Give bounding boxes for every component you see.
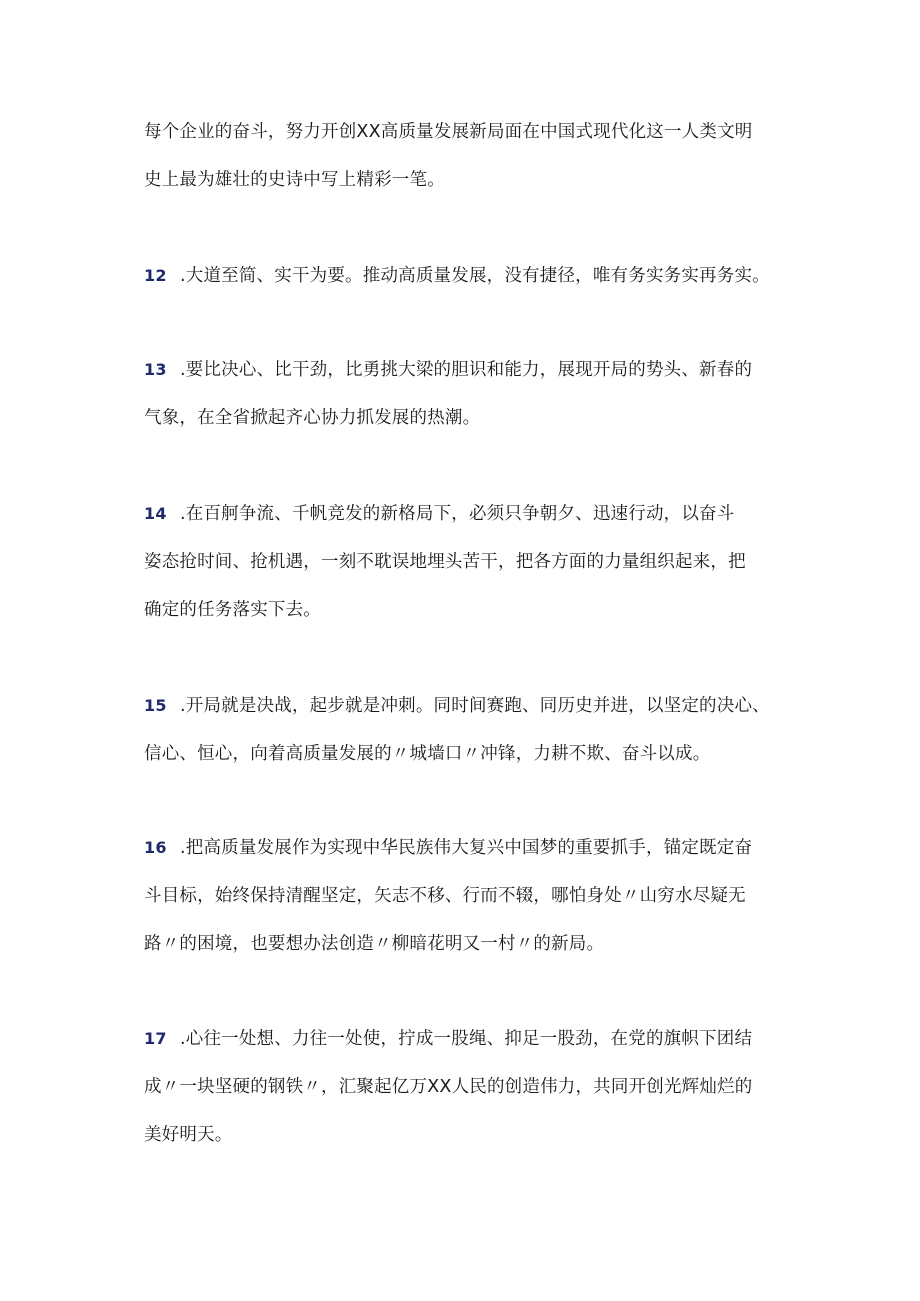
intro-paragraph [144,108,784,204]
paragraph-line [144,346,784,394]
paragraph-line: 成〃一块坚硬的钢铁〃，汇聚起亿万XX人民的创造伟力，共同开创光辉灿烂的 [144,1077,753,1097]
paragraph-text: .开局就是决战，起步就是冲刺。同时间赛跑、同历史并进，以坚定的决心、 [180,696,770,716]
paragraph-text: .要比决心、比干劲，比勇挑大梁的胆识和能力，展现开局的势头、新春的 [180,360,753,380]
numbered-paragraph-14 [144,490,784,634]
paragraph-text: .把高质量发展作为实现中华民族伟大复兴中国梦的重要抓手，锚定既定奋 [180,838,753,858]
paragraph-text: .心往一处想、力往一处使，拧成一股绳、抑足一股劲，在党的旗帜下团结 [180,1029,753,1049]
paragraph-line [144,682,784,730]
item-number: 15 [144,696,167,715]
numbered-paragraph-13 [144,346,784,442]
paragraph-line: 确定的任务落实下去。 [144,600,321,620]
numbered-paragraph-15 [144,682,784,778]
item-number: 14 [144,504,167,523]
item-number: 12 [144,266,167,285]
paragraph-line: 路〃的困境，也要想办法创造〃柳暗花明又一村〃的新局。 [144,934,605,954]
paragraph-line [144,824,784,872]
paragraph-line: 史上最为雄壮的史诗中写上精彩一笔。 [144,170,445,190]
paragraph-line: 美好明天。 [144,1125,233,1145]
paragraph-line [144,1015,784,1063]
paragraph-text: .在百舸争流、千帆竞发的新格局下，必须只争朝夕、迅速行动，以奋斗 [180,504,735,524]
numbered-paragraph-12 [144,252,784,300]
paragraph-line [144,252,784,300]
numbered-paragraph-16 [144,824,784,968]
paragraph-line: 信心、恒心，向着高质量发展的〃城墙口〃冲锋，力耕不欺、奋斗以成。 [144,744,711,764]
paragraph-line [144,490,784,538]
item-number: 16 [144,838,167,857]
paragraph-line: 斗目标，始终保持清醒坚定，矢志不移、行而不辍，哪怕身处〃山穷水尽疑无 [144,886,746,906]
paragraph-line: 气象，在全省掀起齐心协力抓发展的热潮。 [144,408,481,428]
paragraph-text: .大道至简、实干为要。推动高质量发展，没有捷径，唯有务实务实再务实。 [180,266,770,286]
paragraph-line: 姿态抢时间、抢机遇，一刻不耽误地埋头苦干，把各方面的力量组织起来，把 [144,552,746,572]
paragraph-line: 每个企业的奋斗，努力开创XX高质量发展新局面在中国式现代化这一人类文明 [144,122,753,142]
numbered-paragraph-17 [144,1015,784,1159]
item-number: 17 [144,1029,167,1048]
item-number: 13 [144,360,167,379]
